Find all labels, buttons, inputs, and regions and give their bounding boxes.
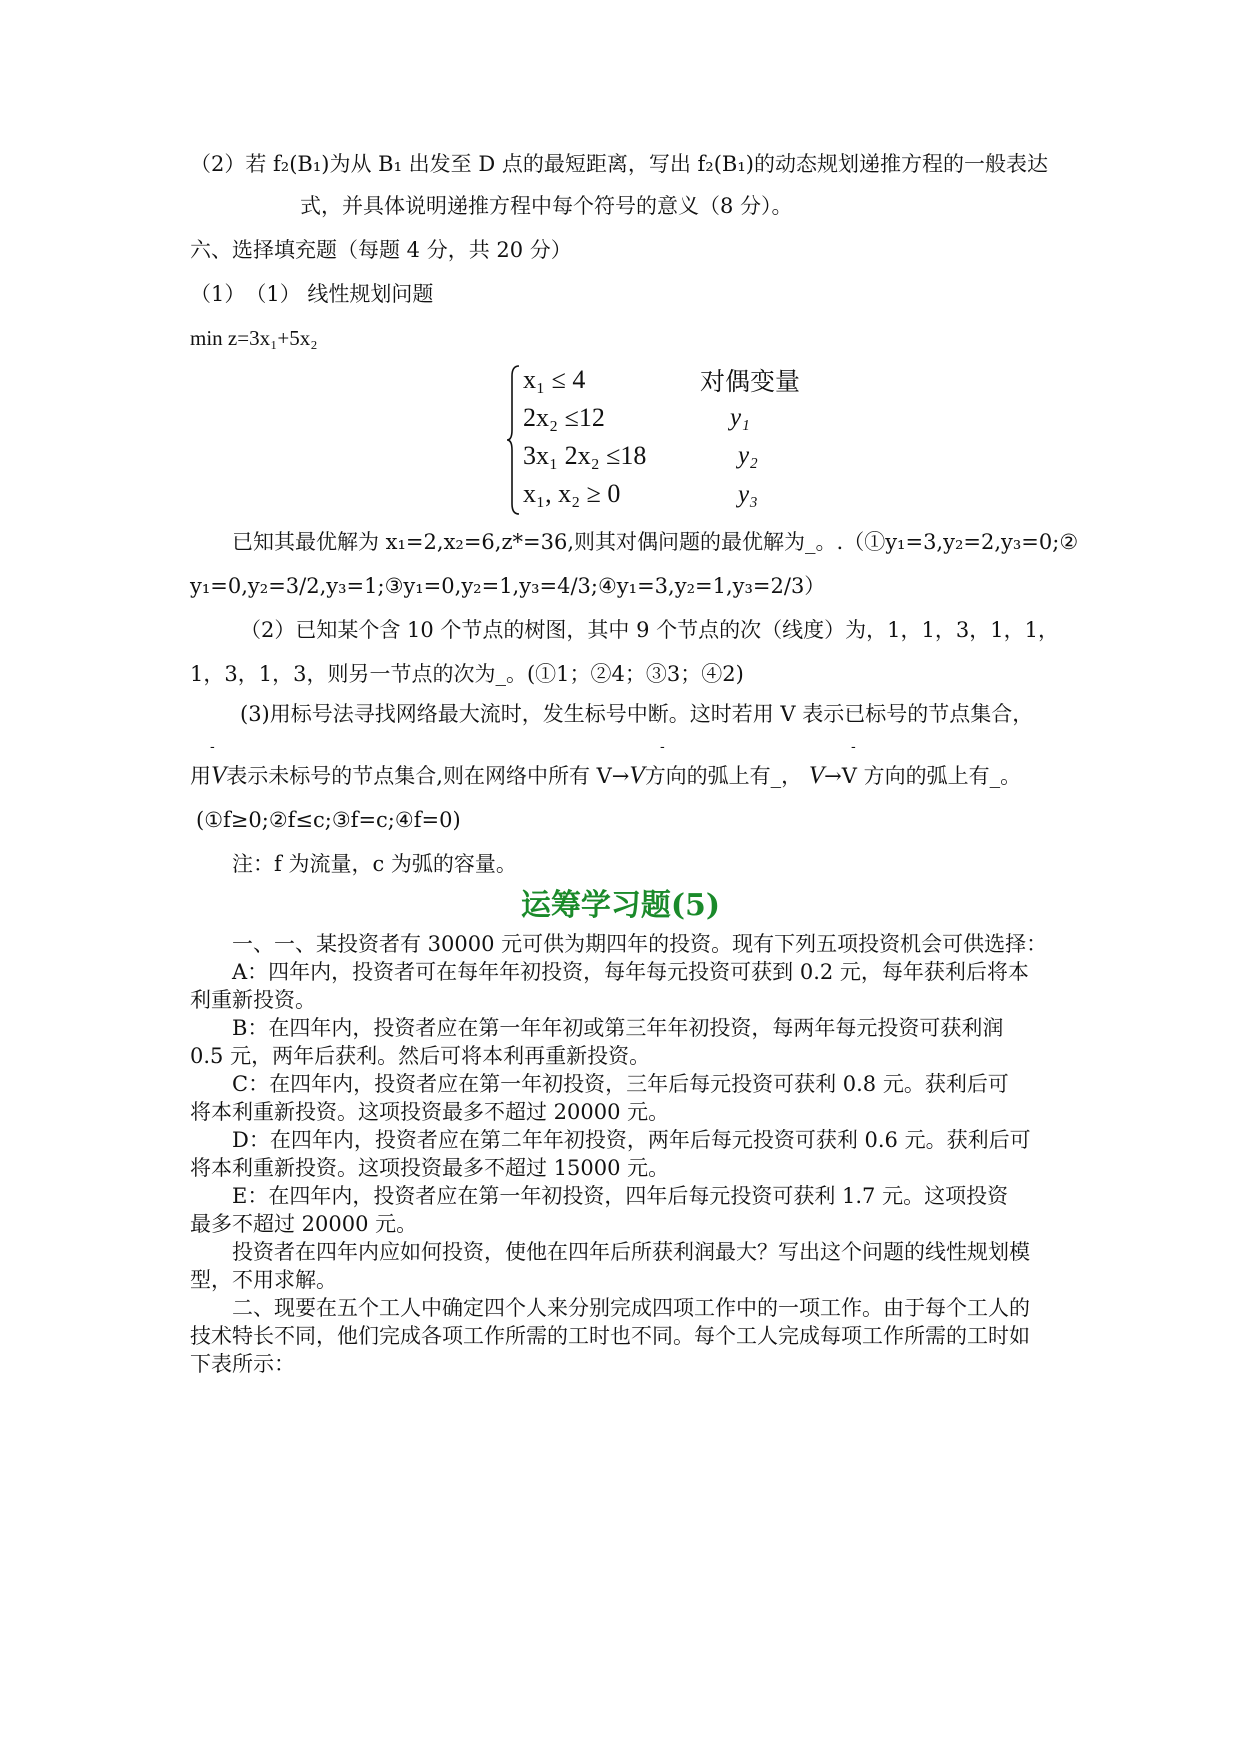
q2-tree-line-1: （2）已知某个含 10 个节点的树图，其中 9 个节点的次（线度）为，1，1，3，1，1， [240,618,1059,642]
para-line-1: 一、一、某投资者有 30000 元可供为期四年的投资。现有下列五项投资机会可供选择： [232,932,1048,956]
para-line-2: A：四年内，投资者可在每年年初投资，每年每元投资可获到 0.2 元，每年获利后将本 [232,960,1029,984]
para-line-13: 型，不用求解。 [190,1268,337,1292]
overbar-mark: - [851,739,856,755]
section-6-heading: 六、选择填充题（每题 4 分，共 20 分） [190,238,572,262]
dual-var-y3: y₃ [738,481,758,508]
para-line-14: 二、现要在五个工人中确定四个人来分别完成四项工作中的一项工作。由于每个工人的 [232,1296,1030,1320]
item-1-label: （1） （1） 线性规划问题 [190,282,434,306]
left-brace-icon [505,364,521,516]
para-line-8: D：在四年内，投资者应在第二年年初投资，两年后每元投资可获利 0.6 元。获利后可 [232,1128,1031,1152]
question-2-line-1: （2）若 f₂(B₁)为从 B₁ 出发至 D 点的最短距离，写出 f₂(B₁)的动态规划递推方程的一般表达 [190,152,1048,176]
constraint-2: 2x₂ ≤12 [523,403,605,432]
overbar-mark: - [210,739,215,755]
q3-line-2-part-d: →V 方向的弧上有_。 [824,764,1022,788]
para-line-16: 下表所示： [190,1352,295,1376]
overbar-mark: - [660,739,665,755]
para-line-10: E：在四年内，投资者应在第一年初投资，四年后每元投资可获利 1.7 元。这项投资 [232,1184,1009,1208]
v-bar-symbol: V [808,762,825,789]
constraint-3: 3x₁ 2x₂ ≤18 [523,441,647,470]
objective-function: min z=3x₁+5x₂ [190,326,318,350]
para-line-7: 将本利重新投资。这项投资最多不超过 20000 元。 [190,1100,670,1124]
q3-line-2-part-c: 方向的弧上有_， [644,764,803,788]
q3-line-2-part-b: 表示未标号的节点集合,则在网络中所有 V→ [226,764,630,788]
dual-var-y1: y₁ [730,404,750,431]
question-2-line-2: 式，并具体说明递推方程中每个符号的意义（8 分）。 [300,194,793,218]
note-text: 注：f 为流量，c 为弧的容量。 [232,852,517,876]
constraint-1: x₁ ≤ 4 [523,365,586,394]
para-line-4: B：在四年内，投资者应在第一年年初或第三年年初投资，每两年每元投资可获利润 [232,1016,1004,1040]
para-line-11: 最多不超过 20000 元。 [190,1212,418,1236]
q1-text-line-1: 已知其最优解为 x₁=2,x₂=6,z*=36,则其对偶问题的最优解为_。.（①y₁=3,y₂=2,y₃=0;② [232,530,1079,554]
dual-var-y2: y₂ [738,442,758,469]
section-5-title: 运筹学习题(5) [520,888,721,923]
para-line-12: 投资者在四年内应如何投资，使他在四年后所获利润最大？写出这个问题的线性规划模 [232,1240,1030,1264]
q3-line-2-part-a: 用 [190,764,211,788]
para-line-9: 将本利重新投资。这项投资最多不超过 15000 元。 [190,1156,670,1180]
q1-text-line-2: y₁=0,y₂=3/2,y₃=1;③y₁=0,y₂=1,y₃=4/3;④y₁=3,y₂=1,y₃=2/3） [190,574,826,598]
q2-tree-line-2: 1，3，1，3，则另一节点的次为_。(①1；②4；③3；④2) [190,662,744,686]
v-bar-symbol: V [211,762,227,789]
para-line-15: 技术特长不同，他们完成各项工作所需的工时也不同。每个工人完成每项工作所需的工时如 [190,1324,1030,1348]
para-line-3: 利重新投资。 [190,988,316,1012]
q3-options: (①f≥0;②f≤c;③f=c;④f=0) [196,808,461,832]
q3-flow-line-1: (3)用标号法寻找网络最大流时，发生标号中断。这时若用 V 表示已标号的节点集合， [240,702,1034,726]
q3-flow-line-2 [190,762,1021,790]
constraint-nonneg: x₁, x₂ ≥ 0 [523,479,621,508]
para-line-5: 0.5 元，两年后获利。然后可将本利再重新投资。 [190,1044,651,1068]
para-line-6: C：在四年内，投资者应在第一年初投资，三年后每元投资可获利 0.8 元。获利后可 [232,1072,1009,1096]
dual-variable-header: 对偶变量 [700,367,801,396]
v-bar-symbol: V [629,762,645,789]
